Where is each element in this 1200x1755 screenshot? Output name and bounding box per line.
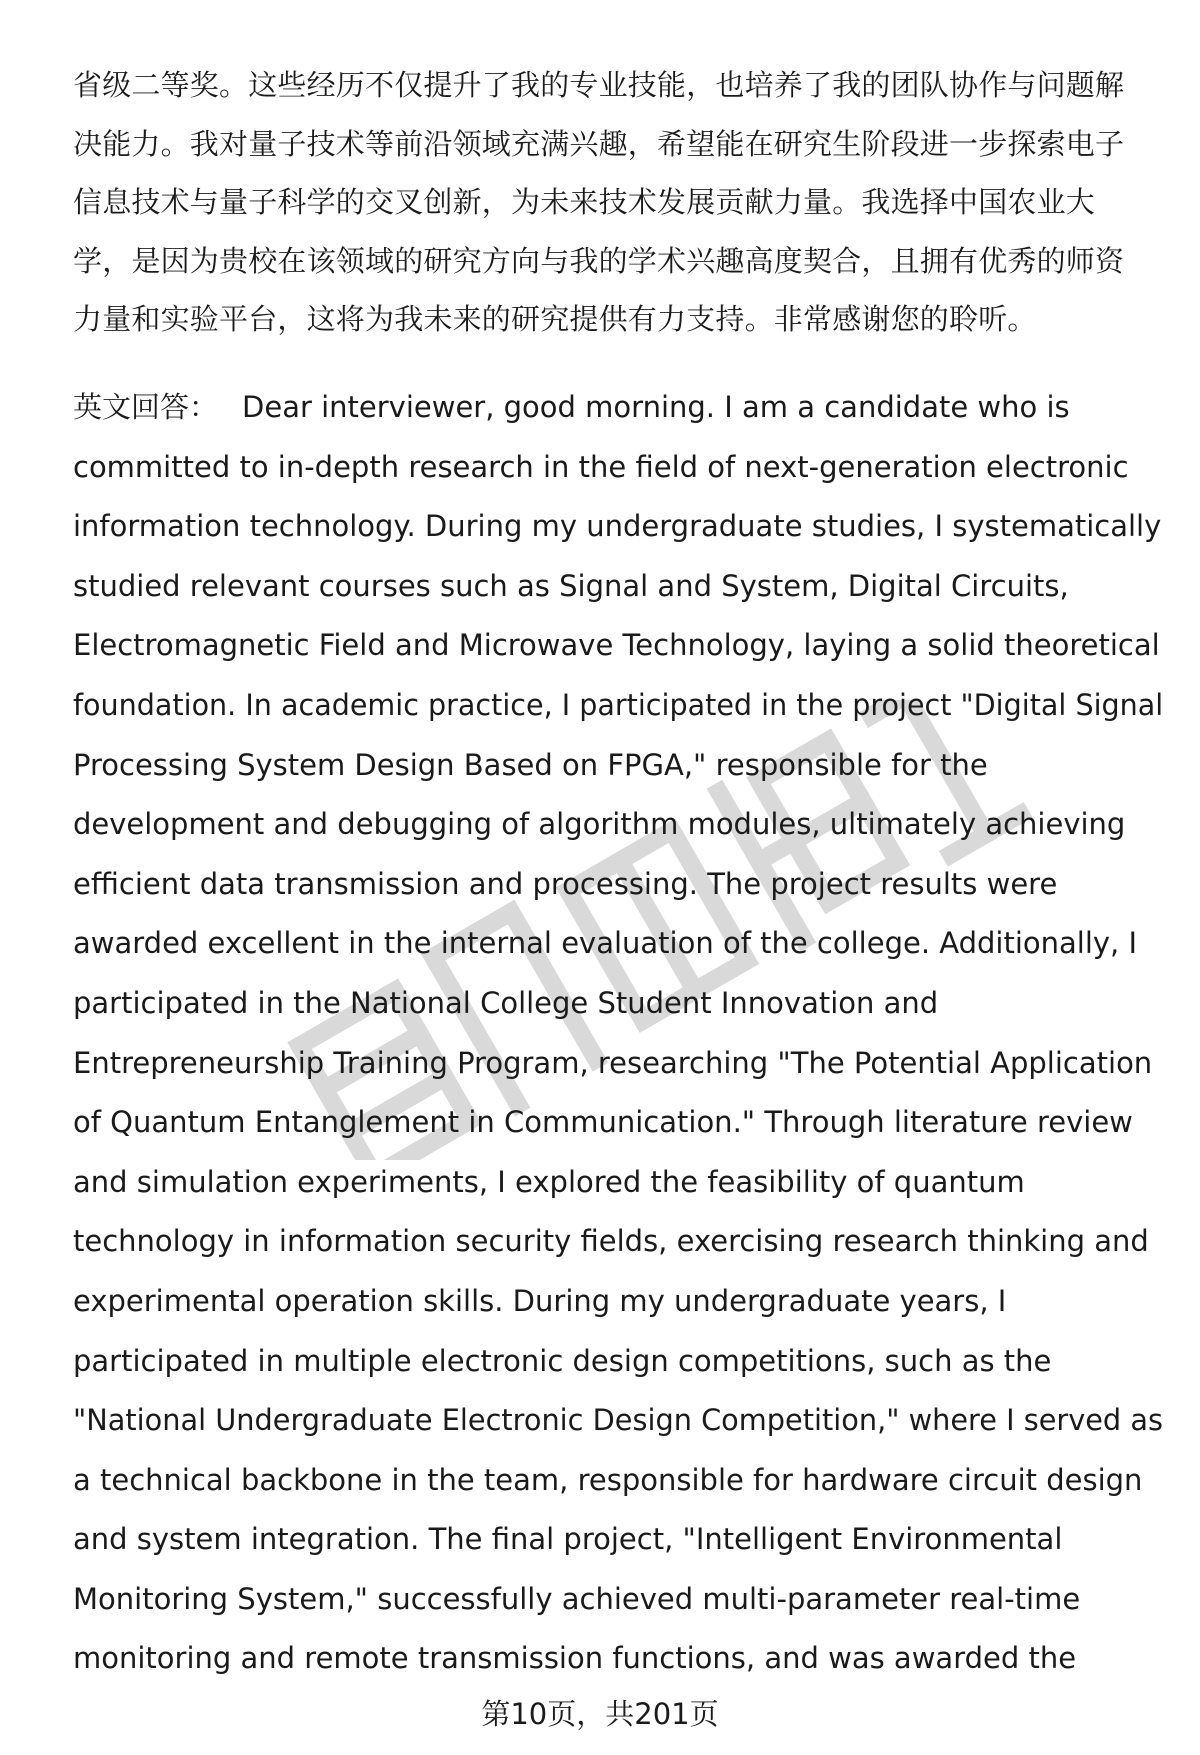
english-line: information technology. During my undergraduate studies, I systematically: [73, 509, 1162, 544]
english-line: "National Undergraduate Electronic Design Competition," where I served as: [73, 1403, 1163, 1438]
english-line: committed to in-depth research in the field of next-generation electronic: [73, 449, 1129, 484]
english-line: Entrepreneurship Training Program, researching "The Potential Application: [73, 1045, 1153, 1080]
page-number-footer: 第10页，共201页: [481, 1697, 719, 1731]
english-line: monitoring and remote transmission functions, and was awarded the: [73, 1641, 1077, 1676]
english-line: foundation. In academic practice, I participated in the project "Digital Signal: [73, 687, 1164, 722]
english-line: and simulation experiments, I explored the feasibility of quantum: [73, 1164, 1025, 1199]
chinese-answer-paragraph: [73, 56, 1163, 349]
english-line: experimental operation skills. During my undergraduate years, I: [73, 1283, 1007, 1318]
chinese-line: 省级二等奖。这些经历不仅提升了我的专业技能，也培养了我的团队协作与问题解: [73, 68, 1125, 102]
english-answer-label: 英文回答：: [73, 390, 219, 424]
chinese-line: 决能力。我对量子技术等前沿领域充满兴趣，希望能在研究生阶段进一步探索电子: [73, 126, 1125, 161]
english-line: participated in multiple electronic design competitions, such as the: [73, 1343, 1052, 1378]
english-line: of Quantum Entanglement in Communication." Through literature review: [73, 1105, 1133, 1140]
english-line: awarded excellent in the internal evaluation of the college. Additionally, I: [73, 926, 1138, 961]
english-line: and system integration. The final project, "Intelligent Environmental: [73, 1522, 1063, 1557]
english-line: a technical backbone in the team, responsible for hardware circuit design: [73, 1462, 1143, 1497]
english-line: Dear interviewer, good morning. I am a candidate who is: [242, 390, 1070, 424]
chinese-line: 学，是因为贵校在该领域的研究方向与我的学术兴趣高度契合，且拥有优秀的师资: [73, 243, 1125, 278]
english-first-line: [73, 378, 1163, 438]
english-line: development and debugging of algorithm modules, ultimately achieving: [73, 807, 1126, 842]
english-line: technology in information security fields, exercising research thinking and: [73, 1224, 1149, 1259]
english-answer-paragraph: [73, 378, 1163, 1689]
english-line: participated in the National College Student Innovation and: [73, 985, 939, 1020]
english-line: Electromagnetic Field and Microwave Technology, laying a solid theoretical: [73, 628, 1160, 663]
english-line: studied relevant courses such as Signal and System, Digital Circuits,: [73, 568, 1069, 603]
english-line: Processing System Design Based on FPGA," responsible for the: [73, 747, 988, 782]
english-line: Monitoring System," successfully achieved multi-parameter real-time: [73, 1581, 1081, 1616]
english-line: efficient data transmission and processing. The project results were: [73, 866, 1058, 901]
chinese-line: 力量和实验平台，这将为我未来的研究提供有力支持。非常感谢您的聆听。: [73, 302, 1037, 336]
chinese-line: 信息技术与量子科学的交叉创新，为未来技术发展贡献力量。我选择中国农业大: [73, 185, 1096, 219]
